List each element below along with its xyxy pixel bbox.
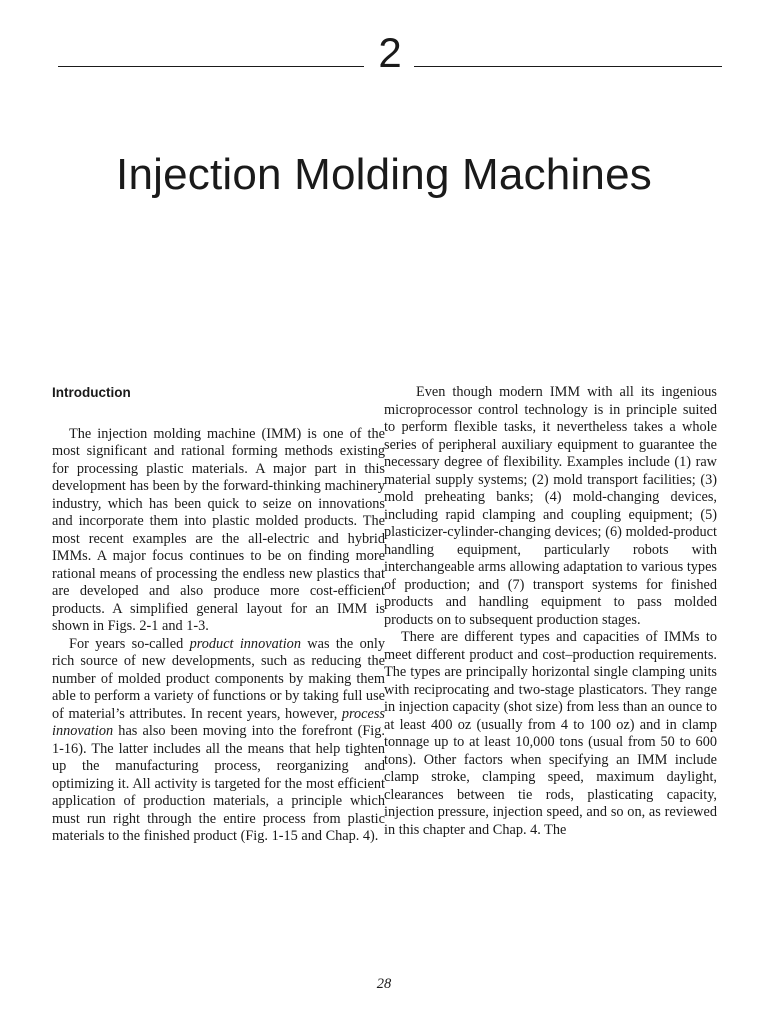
- body-paragraph: [384, 384, 717, 629]
- text-run: There are different types and capacities of IMMs to meet different product and cost–production requirements. The types are principally horizontal single clamping units with reciprocating and two-stage plasticators. They range in injection capacity (shot size) from less than an ounce to at least 400 oz (usually from 4 to 100 oz) and in clamp tonnage up to at least 10,000 tons (usual from 50 to 600 tons). Other factors when specifying an IMM include clamp stroke, clamping speed, maximum daylight, clearances between tie rods, plasticating capacity, injection pressure, injection speed, and so on, as reviewed in this chapter and Chap. 4. The: [384, 629, 717, 838]
- header-rule-left: [58, 66, 364, 67]
- chapter-number: 2: [378, 29, 402, 76]
- emphasis-text: product innovation: [189, 635, 301, 652]
- chapter-title: Injection Molding Machines: [116, 150, 652, 199]
- body-paragraph: [384, 629, 717, 839]
- emphasis-text: process innovation: [52, 705, 385, 739]
- page-number: 28: [376, 976, 392, 992]
- body-paragraph: [52, 636, 385, 846]
- text-run: Even though modern IMM with all its ingenious microprocessor control technology is in principle suited to perform flexible tasks, it nevertheless takes a whole series of peripheral auxiliary equipment to guarantee the necessary degree of flexibility. Examples include (1) raw material supply systems; (2) mold transport facilities; (3) mold preheating banks; (4) mold-changing devices, including rapid clamping and coupling equipment; (5) plasticizer-cylinder-changing devices; (6) molded-product handling equipment, particularly robots with interchangeable arms allowing adaptation to various types of production; and (7) transport systems for finished products and handling equipment to pass molded products on to subsequent production stages.: [384, 384, 717, 628]
- section-heading: Introduction: [52, 385, 131, 400]
- header-rule-right: [414, 66, 722, 67]
- left-column: [52, 384, 385, 846]
- body-paragraph: [52, 426, 385, 636]
- text-run: has also been moving into the forefront (Fig. 1-16). The latter includes all the means that help tighten up the manufacturing process, reorganizing and optimizing it. All activity is targeted for the most efficient application of production materials, a principle which must run right through the entire process from plastic materials to the finished product (Fig. 1-15 and Chap. 4).: [52, 723, 385, 844]
- text-run: For years so-called: [69, 635, 190, 652]
- text-run: The injection molding machine (IMM) is one of the most significant and rational forming methods existing for processing plastic materials. A major part in this development has been by the forward-thinking machinery industry, which has been quick to seize on innovations and incorporate them into plastic molded products. The most recent examples are the all-electric and hybrid IMMs. A major focus continues to be on finding more rational means of processing the endless new plastics that are developed and also produce more cost-efficient products. A simplified general layout for an IMM is shown in Figs. 2-1 and 1-3.: [52, 425, 385, 634]
- chapter-header: [58, 28, 722, 78]
- text-run: was the only rich source of new developments, such as reducing the number of molded product components by making them able to perform a variety of functions or by taking full use of material’s attributes. In recent years, however,: [52, 635, 386, 722]
- right-column: [384, 384, 717, 839]
